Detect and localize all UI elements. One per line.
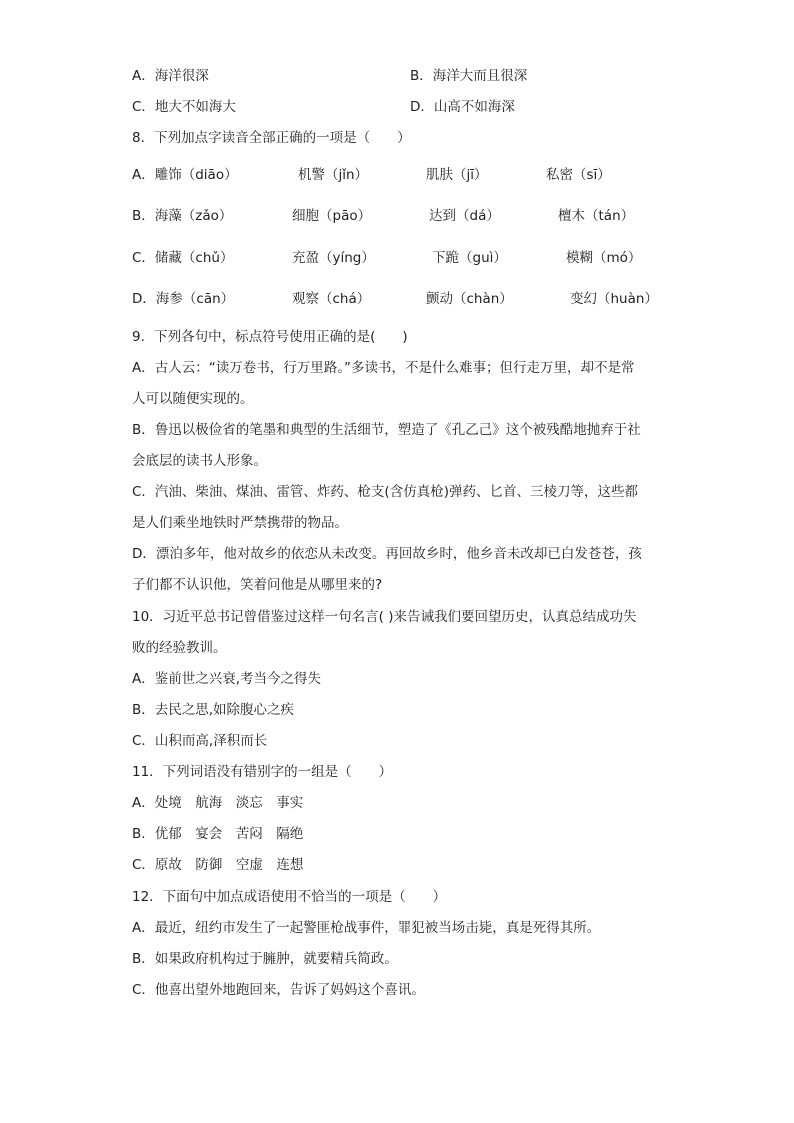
q12-option-a: A．最近，纽约市发生了一起警匪枪战事件，罪犯被当场击毙，真是死得其所。	[132, 920, 601, 936]
q8-option-b-word-3: 达到（dá）	[429, 208, 500, 224]
q10-option-c: C．山积而高,泽积而长	[132, 733, 268, 749]
q8-option-c-word-2: 充盈（yíng）	[292, 250, 375, 266]
q7-option-b: B．海洋大而且很深	[410, 68, 528, 84]
q8-option-a-word-2: 机警（jǐn）	[298, 167, 369, 183]
q9-option-c-line-2: 是人们乘坐地铁时严禁携带的物品。	[132, 515, 348, 531]
q8-option-a-word-4: 私密（sī）	[546, 167, 611, 183]
q7-option-a: A．海洋很深	[132, 68, 209, 84]
q8-option-b-word-4: 檀木（tán）	[558, 208, 635, 224]
q12-stem: 12．下面句中加点成语使用不恰当的一项是（ ）	[132, 889, 447, 905]
q10-option-a: A．鉴前世之兴衰,考当今之得失	[132, 671, 322, 687]
q11-stem: 11．下列词语没有错别字的一组是（ ）	[132, 764, 393, 780]
q8-option-c-word-4: 模糊（mó）	[566, 250, 642, 266]
q12-option-c: C．他喜出望外地跑回来，告诉了妈妈这个喜讯。	[132, 982, 425, 998]
q7-option-c: C．地大不如海大	[132, 99, 236, 115]
q9-option-b-line-2: 会底层的读书人形象。	[132, 453, 267, 469]
q8-stem: 8．下列加点字读音全部正确的一项是（ ）	[132, 130, 411, 146]
q9-option-b-line-1: B．鲁迅以极俭省的笔墨和典型的生活细节，塑造了《孔乙己》这个被残酷地抛弃于社	[132, 422, 641, 438]
q9-option-c-line-1: C．汽油、柴油、煤油、雷管、炸药、枪支(含仿真枪)弹药、匕首、三棱刀等，这些都	[132, 484, 638, 500]
q10-stem-line-1: 10．习近平总书记曾借鉴过这样一句名言( )来告诫我们要回望历史，认真总结成功失	[132, 609, 637, 625]
q8-option-b-word-2: 细胞（pāo）	[292, 208, 372, 224]
q8-option-a-word-1: A．雕饰（diāo）	[132, 167, 238, 183]
q9-stem: 9．下列各句中，标点符号使用正确的是( )	[132, 329, 408, 345]
q8-option-d-word-1: D．海参（cān）	[132, 291, 235, 307]
q11-option-c: C．原故 防御 空虚 连想	[132, 857, 304, 873]
q9-option-a-line-2: 人可以随便实现的。	[132, 391, 254, 407]
q8-option-c-word-1: C．储藏（chǔ）	[132, 250, 234, 266]
q11-option-a: A．处境 航海 淡忘 事实	[132, 795, 304, 811]
q8-option-d-word-2: 观察（chá）	[292, 291, 371, 307]
q8-option-d-word-4: 变幻（huàn）	[570, 291, 658, 307]
q8-option-d-word-3: 颤动（chàn）	[426, 291, 513, 307]
q9-option-a-line-1: A．古人云：“读万卷书，行万里路。”多读书，不是什么难事；但行走万里，却不是常	[132, 360, 635, 376]
q8-option-b-word-1: B．海藻（zǎo）	[132, 208, 233, 224]
q9-option-d-line-2: 子们都不认识他，笑着问他是从哪里来的?	[132, 577, 383, 593]
q11-option-b: B．优郁 宴会 苦闷 隔绝	[132, 826, 304, 842]
q10-stem-line-2: 败的经验教训。	[132, 640, 227, 656]
q12-option-b: B．如果政府机构过于臃肿，就要精兵简政。	[132, 951, 398, 967]
q7-option-d: D．山高不如海深	[410, 99, 515, 115]
q9-option-d-line-1: D．漂泊多年，他对故乡的依恋从未改变。再回故乡时，他乡音未改却已白发苍苍，孩	[132, 546, 642, 562]
q10-option-b: B．去民之思,如除腹心之疾	[132, 702, 295, 718]
q8-option-a-word-3: 肌肤（jī）	[426, 167, 488, 183]
q8-option-c-word-3: 下跪（guì）	[432, 250, 507, 266]
